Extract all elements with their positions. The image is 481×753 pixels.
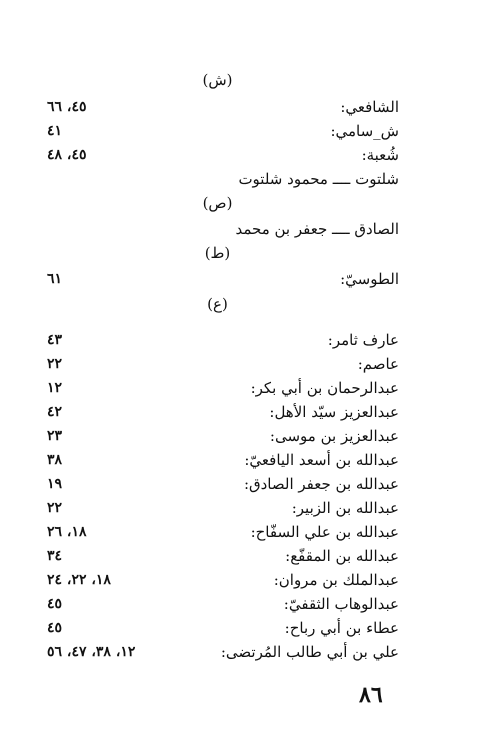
section-heading-ta: (ط) [204, 244, 231, 262]
index-entry-pages: ١٩ [47, 476, 63, 492]
index-entry-pages: ١٨، ٢٦ [47, 524, 87, 540]
index-entry-name: عبدالله بن أسعد اليافعيّ: [244, 451, 399, 469]
index-entry-name: عبدالرحمان بن أبي بكر: [250, 379, 399, 397]
index-entry-pages: ٢٢ [47, 356, 63, 372]
index-entry-name: شُعبة: [361, 146, 399, 164]
index-entry-pages: ٤٣ [47, 332, 63, 348]
index-entry-pages: ٤٢ [47, 404, 63, 420]
index-entry-pages: ٣٨ [47, 452, 63, 468]
section-heading-sad: (ص) [202, 194, 233, 212]
index-entry-name: الطوسيّ: [340, 270, 399, 288]
index-entry-name: عبدالملك بن مروان: [273, 571, 399, 589]
index-cross-reference: الصادق ــــ جعفر بن محمد [235, 220, 399, 238]
index-entry-name: عطاء بن أبي رباح: [284, 619, 399, 637]
index-entry-name: عبدالله بن الزبير: [291, 499, 399, 517]
index-entry-name: الشافعي: [340, 98, 399, 116]
index-entry-pages: ٤١ [47, 123, 63, 139]
section-heading-shin: (ش) [202, 71, 233, 89]
index-entry-name: عبدالوهاب الثقفيّ: [283, 595, 399, 613]
index-entry-name: عبدالله بن المقفّع: [285, 547, 399, 565]
index-entry-pages: ٦١ [47, 271, 63, 287]
index-entry-pages: ١٢، ٣٨، ٤٧، ٥٦ [47, 644, 136, 660]
index-entry-pages: ٢٢ [47, 500, 63, 516]
index-entry-pages: ٤٥ [47, 596, 63, 612]
index-entry-pages: ٤٥ [47, 620, 63, 636]
index-entry-name: عبدالله بن جعفر الصادق: [243, 475, 399, 493]
index-entry-pages: ٤٥، ٦٦ [47, 99, 87, 115]
index-entry-name: عبدالله بن علي السفّاح: [250, 523, 399, 541]
index-entry-name: عاصم: [357, 355, 399, 373]
index-entry-name: عبدالعزيز سيّد الأهل: [269, 403, 399, 421]
index-entry-name: عارف ثامر: [327, 331, 399, 349]
index-entry-pages: ١٨، ٢٢، ٢٤ [47, 572, 111, 588]
index-entry-pages: ٣٤ [47, 548, 63, 564]
page-number: ٨٦ [359, 682, 383, 708]
index-cross-reference: شلتوت ــــ محمود شلتوت [238, 170, 399, 188]
section-heading-ayn: (ع) [207, 295, 228, 313]
index-entry-pages: ٤٥، ٤٨ [47, 147, 87, 163]
index-entry-pages: ٢٣ [47, 428, 63, 444]
index-entry-name: علي بن أبي طالب المُرتضى: [220, 643, 399, 661]
index-entry-name: ش_سامي: [330, 122, 399, 140]
index-entry-name: عبدالعزيز بن موسى: [269, 427, 399, 445]
index-entry-pages: ١٢ [47, 380, 63, 396]
